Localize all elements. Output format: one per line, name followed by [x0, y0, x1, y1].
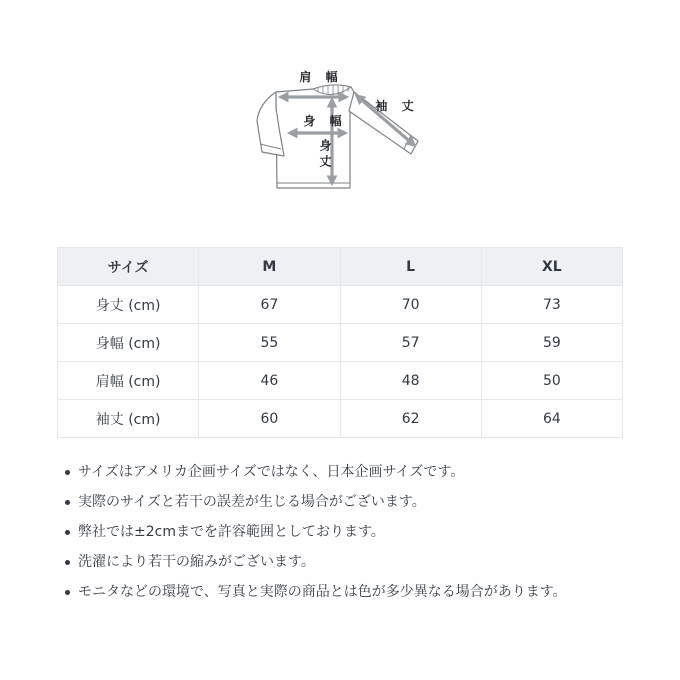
bullet-icon: [65, 530, 70, 535]
cell-value: 67: [199, 286, 340, 324]
bullet-icon: [65, 470, 70, 475]
size-table-header-row: [58, 248, 623, 286]
row-label: 身丈 (cm): [58, 286, 199, 324]
cell-value: 73: [481, 286, 622, 324]
note-text: 弊社では±2cmまでを許容範囲としております。: [78, 524, 385, 540]
sleeve-length-label: 袖 丈: [375, 99, 419, 113]
notes-list: [57, 462, 637, 612]
cell-value: 70: [340, 286, 481, 324]
row-label: 肩幅 (cm): [58, 362, 199, 400]
cell-value: 55: [199, 324, 340, 362]
shirt-measurement-diagram: [235, 60, 465, 220]
size-table: [57, 247, 623, 438]
row-label: 袖丈 (cm): [58, 400, 199, 438]
note-text: モニタなどの環境で、写真と実際の商品とは色が多少異なる場合があります。: [78, 584, 567, 600]
note-text: サイズはアメリカ企画サイズではなく、日本企画サイズです。: [78, 464, 465, 480]
list-item: [57, 552, 637, 572]
column-header-xl: XL: [481, 248, 622, 286]
note-text: 実際のサイズと若干の誤差が生じる場合がございます。: [78, 494, 426, 510]
list-item: [57, 582, 637, 602]
cell-value: 57: [340, 324, 481, 362]
cell-value: 59: [481, 324, 622, 362]
table-row: [58, 324, 623, 362]
column-header-m: M: [199, 248, 340, 286]
cell-value: 64: [481, 400, 622, 438]
shirt-illustration: [235, 60, 465, 220]
table-row: [58, 286, 623, 324]
shoulder-width-label: 肩 幅: [299, 70, 343, 84]
cell-value: 60: [199, 400, 340, 438]
cell-value: 50: [481, 362, 622, 400]
note-text: 洗濯により若干の縮みがございます。: [78, 554, 315, 570]
column-header-size: サイズ: [58, 248, 199, 286]
table-row: [58, 362, 623, 400]
bullet-icon: [65, 560, 70, 565]
column-header-l: L: [340, 248, 481, 286]
cell-value: 62: [340, 400, 481, 438]
bullet-icon: [65, 500, 70, 505]
row-label: 身幅 (cm): [58, 324, 199, 362]
cell-value: 46: [199, 362, 340, 400]
bullet-icon: [65, 590, 70, 595]
body-width-label: 身 幅: [303, 114, 347, 128]
list-item: [57, 462, 637, 482]
list-item: [57, 522, 637, 542]
body-length-label: 身丈: [318, 139, 332, 171]
list-item: [57, 492, 637, 512]
cell-value: 48: [340, 362, 481, 400]
table-row: [58, 400, 623, 438]
